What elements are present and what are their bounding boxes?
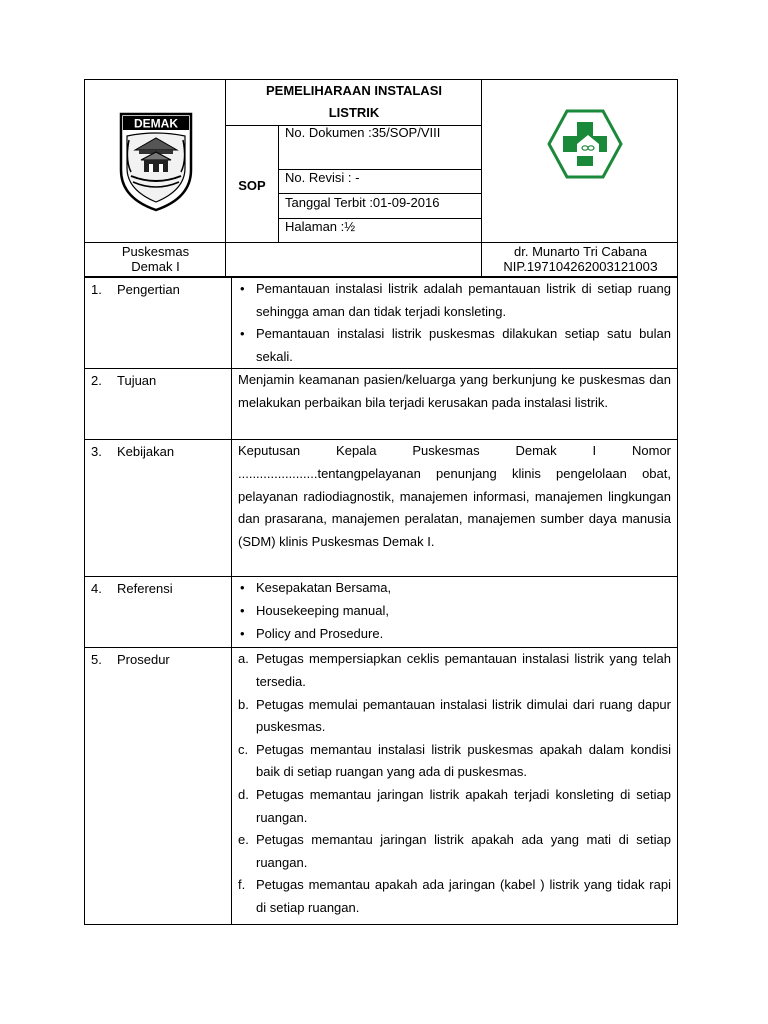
title-line-2: LISTRIK: [328, 105, 380, 120]
section-label: Pengertian: [117, 282, 180, 297]
list-item: • Kesepakatan Bersama,: [240, 580, 392, 596]
label-cell: [85, 440, 232, 577]
content-cell: [232, 648, 678, 925]
list-item: e. Petugas memantau jaringan listrik apakah ada yang mati di setiap ruangan.: [238, 832, 671, 870]
section-number: 4.: [91, 581, 102, 597]
no-dokumen: No. Dokumen :35/SOP/VIII: [285, 125, 441, 140]
list-item: • Housekeeping manual,: [240, 602, 389, 618]
section-label: Prosedur: [117, 652, 170, 668]
list-item: c. Petugas memantau instalasi listrik puskesmas apakah dalam kondisi baik di setiap ruangan yang ada di puskesmas.: [238, 741, 671, 780]
row-pengertian: [85, 278, 678, 369]
list-item: f. Petugas memantau apakah ada jaringan (kabel ) listrik yang tidak rapi di setiap ruangan.: [238, 877, 671, 915]
content-cell: [232, 577, 678, 648]
no-revisi: No. Revisi : -: [285, 170, 360, 185]
tanggal-terbit: Tanggal Terbit :01-09-2016: [285, 195, 440, 210]
section-number: 1.: [91, 282, 102, 297]
demak-logo: [115, 110, 197, 212]
title-line-1: PEMELIHARAAN INSTALASI: [266, 83, 442, 98]
puskesmas-logo: [547, 108, 623, 180]
row-prosedur: [85, 648, 678, 925]
halaman: Halaman :½: [285, 219, 356, 234]
section-number: 5.: [91, 652, 102, 668]
content-cell: [232, 278, 678, 369]
sop-document: [84, 79, 678, 925]
row-tujuan: [85, 369, 678, 440]
head-nip: NIP.19710426200312100З: [503, 259, 658, 274]
row-kebijakan: [85, 440, 678, 577]
puskesmas-line-2: Demak I: [131, 259, 180, 274]
list-item: • Pemantauan instalasi listrik adalah pemantauan listrik di setiap ruang sehingga aman dan tidak terjadi konsleting.: [240, 281, 671, 319]
list-item: a. Petugas mempersiapkan ceklis pemantauan instalasi listrik yang telah tersedia.: [238, 651, 671, 689]
section-label: Tujuan: [117, 373, 157, 389]
signatory: [482, 243, 679, 274]
section-number: 2.: [91, 373, 102, 389]
section-label: Kebijakan: [117, 444, 175, 460]
puskesmas-name: [85, 243, 226, 274]
head-name: dr. Munarto Tri Cabana: [514, 244, 647, 259]
document-header: [84, 79, 678, 243]
list-item: d. Petugas memantau jaringan listrik apakah terjadi konsleting di setiap ruangan.: [238, 786, 671, 825]
content-cell: [232, 440, 678, 577]
sop-body-table: [84, 277, 678, 925]
list-item: • Policy and Prosedure.: [240, 625, 384, 641]
label-cell: [85, 369, 232, 440]
row-referensi: [85, 577, 678, 648]
sop-label: SOP: [238, 177, 266, 193]
document-title: [226, 80, 482, 126]
section-number: 3.: [91, 444, 102, 460]
list-item: b. Petugas memulai pemantauan instalasi listrik dimulai dari ruang dapur puskesmas.: [238, 696, 671, 735]
label-cell: [85, 278, 232, 369]
label-cell: [85, 577, 232, 648]
section-label: Referensi: [117, 581, 173, 597]
list-item: • Pemantauan instalasi listrik puskesmas dilakukan setiap satu bulan sekali.: [240, 326, 671, 364]
logo-text: DEMAK: [134, 116, 178, 131]
content-cell: [232, 369, 678, 440]
puskesmas-line-1: Puskesmas: [121, 244, 190, 259]
section-text: Menjamin keamanan pasien/keluarga yang berkunjung ke puskesmas dan melakukan perbaikan bila terjadi kerusakan pada instalasi listrik.: [238, 372, 671, 410]
identity-row: [84, 243, 678, 277]
section-text: Keputusan Kepala Puskesmas Demak I Nomor ......................tentangpelayanan penunjang klinis pengelolaan obat, pelayanan radiodiagnostik, manajemen informasi, manajemen lingkungan dan prasarana, manajemen peralatan, manajemen sumber daya manusia (SDM) klinis Puskesmas Demak I.: [238, 443, 671, 549]
label-cell: [85, 648, 232, 925]
